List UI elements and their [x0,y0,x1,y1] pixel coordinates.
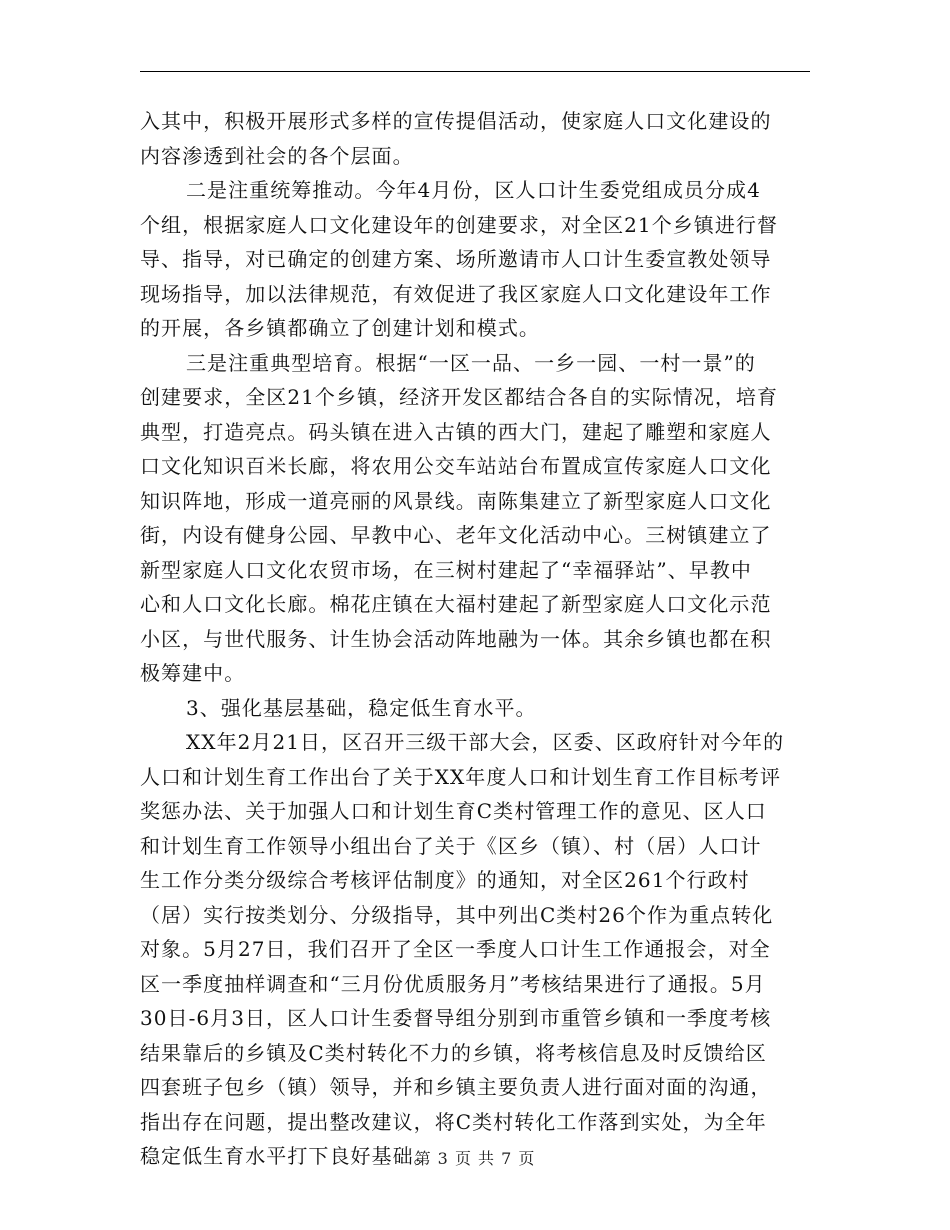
text-line: 稳定低生育水平打下良好基础。 [140,1144,435,1168]
text-line: 3、强化基层基础，稳定低生育水平。 [186,695,537,720]
text-line: （居）实行按类划分、分级指导，其中列出C类村26个作为重点转化 [140,902,774,927]
text-line: 四套班子包乡（镇）领导，并和乡镇主要负责人进行面对面的沟通， [140,1075,772,1099]
text-line: 极筹建中。 [140,661,246,685]
text-line: 口文化知识百米长廊，将农用公交车站站台布置成宣传家庭人口文化 [140,454,772,478]
page-number-footer: 第 3 页 共 7 页 [414,1149,536,1168]
text-line: 典型，打造亮点。码头镇在进入古镇的西大门，建起了雕塑和家庭人 [140,419,772,444]
text-line: 奖惩办法、关于加强人口和计划生育C类村管理工作的意见、区人口 [140,799,767,823]
text-line: 现场指导，加以法律规范，有效促进了我区家庭人口文化建设年工作 [140,281,772,306]
header-rule [140,71,810,72]
text-line: 个组，根据家庭人口文化建设年的创建要求，对全区21个乡镇进行督 [140,212,778,237]
text-line: 小区，与世代服务、计生协会活动阵地融为一体。其余乡镇也都在积 [140,626,772,651]
text-line: 指出存在问题，提出整改建议，将C类村转化工作落到实处，为全年 [140,1109,767,1134]
text-line: 导、指导，对已确定的创建方案、场所邀请市人口计生委宣教处领导 [140,247,772,271]
text-line: 30日-6月3日，区人口计生委督导组分别到市重管乡镇和一季度考核 [140,1006,772,1030]
text-line: 入其中，积极开展形式多样的宣传提倡活动，使家庭人口文化建设的 [140,109,772,133]
text-line: 和计划生育工作领导小组出台了关于《区乡（镇）、村（居）人口计 [140,833,762,858]
text-line: 二是注重统筹推动。今年4月份，区人口计生委党组成员分成4 [186,178,761,202]
text-line: 新型家庭人口文化农贸市场，在三树村建起了“幸福驿站”、早教中 [140,557,752,582]
text-line: 对象。5月27日，我们召开了全区一季度人口计生工作通报会，对全 [140,937,771,961]
text-line: 的开展，各乡镇都确立了创建计划和模式。 [140,316,540,340]
document-body [140,104,810,1174]
text-line: 内容渗透到社会的各个层面。 [140,143,414,168]
text-line: 区一季度抽样调查和“三月份优质服务月”考核结果进行了通报。5月 [140,971,766,996]
text-line: 结果靠后的乡镇及C类村转化不力的乡镇，将考核信息及时反馈给区 [140,1040,767,1065]
text-line: 知识阵地，形成一道亮丽的风景线。南陈集建立了新型家庭人口文化 [140,488,772,513]
text-line: 心和人口文化长廊。棉花庄镇在大福村建起了新型家庭人口文化示范 [140,592,772,616]
text-line: 生工作分类分级综合考核评估制度》的通知，对全区261个行政村 [140,868,750,892]
text-line: 街，内设有健身公园、早教中心、老年文化活动中心。三树镇建立了 [140,523,772,547]
text-line: XX年2月21日，区召开三级干部大会，区委、区政府针对今年的 [186,730,785,754]
text-line: 人口和计划生育工作出台了关于XX年度人口和计划生育工作目标考评 [140,764,782,789]
text-line: 三是注重典型培育。根据“一区一品、一乡一园、一村一景”的 [186,350,756,375]
text-line: 创建要求，全区21个乡镇，经济开发区都结合各自的实际情况，培育 [140,385,778,409]
